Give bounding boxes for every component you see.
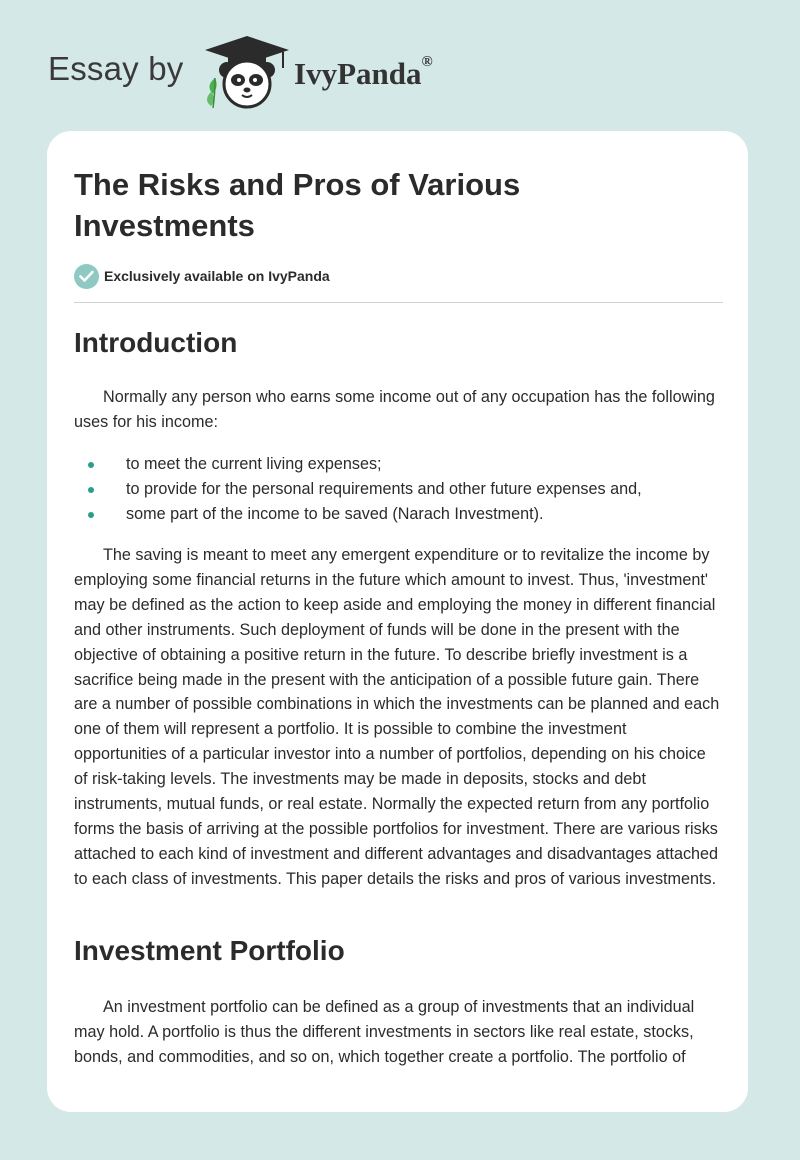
brand-name-text: IvyPanda bbox=[294, 56, 422, 91]
brand-header[interactable] bbox=[48, 34, 508, 114]
list-item bbox=[74, 502, 723, 527]
essay-by-label: Essay by bbox=[48, 50, 184, 87]
ivypanda-logo bbox=[203, 34, 291, 110]
list-item bbox=[74, 452, 723, 477]
check-circle-icon bbox=[74, 264, 99, 289]
body-paragraph: An investment portfolio can be defined as a group of investments that an individual may hold. A portfolio is thus the different investments in sectors like real estate, stocks, bonds, and commodities, and so on, which together create a portfolio. The portfolio of bbox=[74, 998, 695, 1066]
income-uses-list bbox=[74, 452, 723, 527]
title-divider bbox=[74, 302, 723, 303]
section-heading-investment-portfolio: Investment Portfolio bbox=[74, 935, 345, 966]
list-item-text: to meet the current living expenses; bbox=[126, 455, 382, 473]
list-item bbox=[74, 477, 723, 502]
intro-paragraph: Normally any person who earns some income out of any occupation has the following uses for his income: bbox=[74, 388, 715, 431]
essay-card bbox=[47, 131, 748, 1112]
exclusive-badge bbox=[74, 263, 330, 289]
bullet-dot-icon bbox=[88, 462, 94, 468]
list-item-text: to provide for the personal requirements and other future expenses and, bbox=[126, 480, 642, 498]
ivypanda-wordmark bbox=[294, 56, 433, 92]
registered-mark: ® bbox=[421, 54, 433, 70]
section-heading-introduction: Introduction bbox=[74, 327, 238, 358]
bullet-dot-icon bbox=[88, 487, 94, 493]
exclusive-badge-text: Exclusively available on IvyPanda bbox=[104, 268, 330, 284]
body-paragraph: The saving is meant to meet any emergent expenditure or to revitalize the income by employing some financial returns in the future which amount to invest. Thus, 'investment' may be defined as the action to keep aside and employing the money in different financial and other instruments. Such deployment of funds will be done in the present with the objective of obtaining a positive return in the future. To describe briefly investment is a sacrifice being made in the present with the anticipation of a possible future gain. There are a number of possible combinations in which the investments can be planned and each one of them will represent a portfolio. It is possible to combine the investment opportunities of a particular investor into a number of portfolios, depending on his choice of risk-taking levels. The investments may be made in deposits, stocks and debt instruments, mutual funds, or real estate. Normally the expected return from any portfolio forms the basis of arriving at the possible portfolios for investment. There are various risks attached to each kind of investment and different advantages and disadvantages attached to each class of investments. This paper details the risks and pros of various investments. bbox=[74, 546, 720, 888]
bullet-dot-icon bbox=[88, 512, 94, 518]
list-item-text: some part of the income to be saved (Narach Investment). bbox=[126, 505, 544, 523]
page-title: The Risks and Pros of Various Investments bbox=[74, 167, 521, 243]
